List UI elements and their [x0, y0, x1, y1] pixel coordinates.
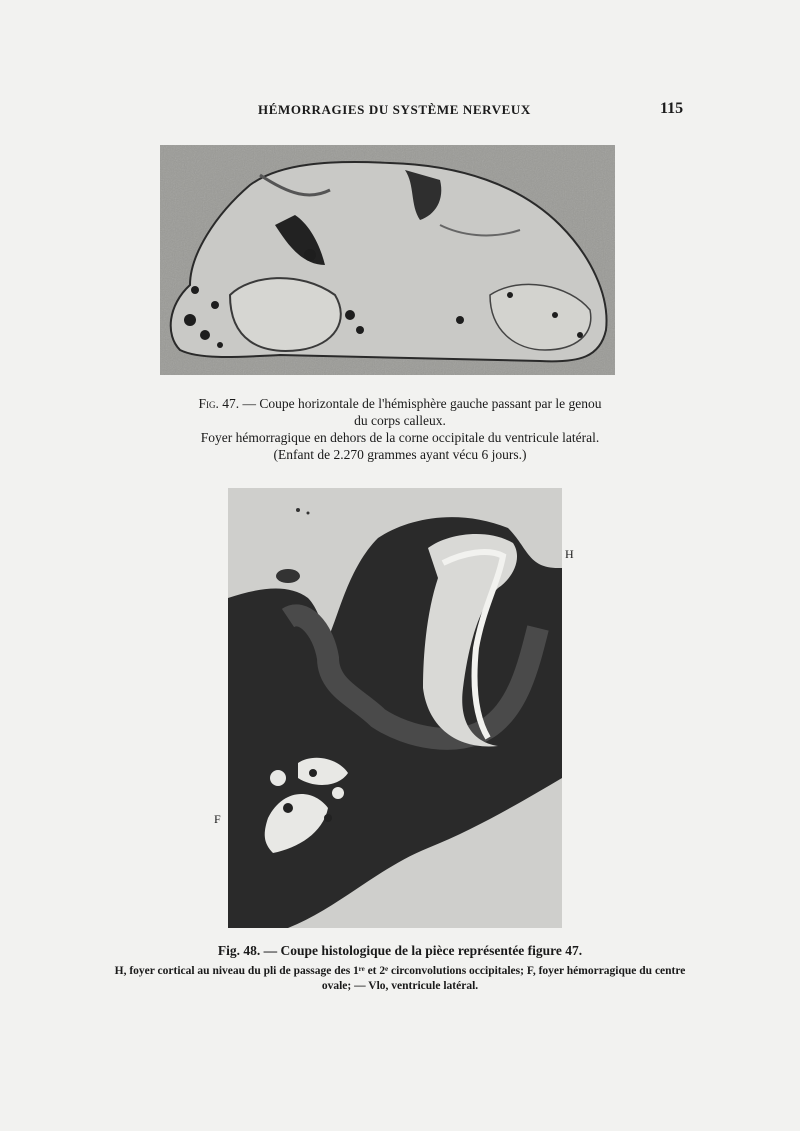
marker-h: H	[565, 547, 574, 561]
figure-47-caption-line-4: (Enfant de 2.270 grammes ayant vécu 6 jours.)	[273, 447, 527, 462]
figure-48-caption: H, foyer cortical au niveau du pli de passage des 1ʳᵉ et 2ᵉ circonvolutions occipitales; F, foyer hémorragique du centre ovale; — Vlo, ventricule latéral.	[114, 965, 686, 992]
figure-47-caption-line-2: du corps calleux.	[354, 413, 446, 428]
figure-47-label: Fig. 47.	[198, 396, 240, 411]
figure-47-photograph	[160, 145, 615, 375]
figure-47-caption-line-3: Foyer hémorragique en dehors de la corne occipitale du ventricule latéral.	[200, 430, 600, 445]
running-head-title: HÉMORRAGIES DU SYSTÈME NERVEUX	[258, 102, 531, 117]
figure-47-caption-line-1: — Coupe horizontale de l'hémisphère gauche passant par le genou	[242, 396, 602, 411]
figure-47-caption	[0, 395, 800, 463]
marker-f: F	[214, 812, 221, 826]
page-number: 115	[660, 100, 684, 117]
figure-48-title: Fig. 48. — Coupe histologique de la pièce représentée figure 47.	[217, 943, 583, 958]
figure-48-photograph	[228, 488, 562, 928]
running-head	[0, 102, 800, 122]
